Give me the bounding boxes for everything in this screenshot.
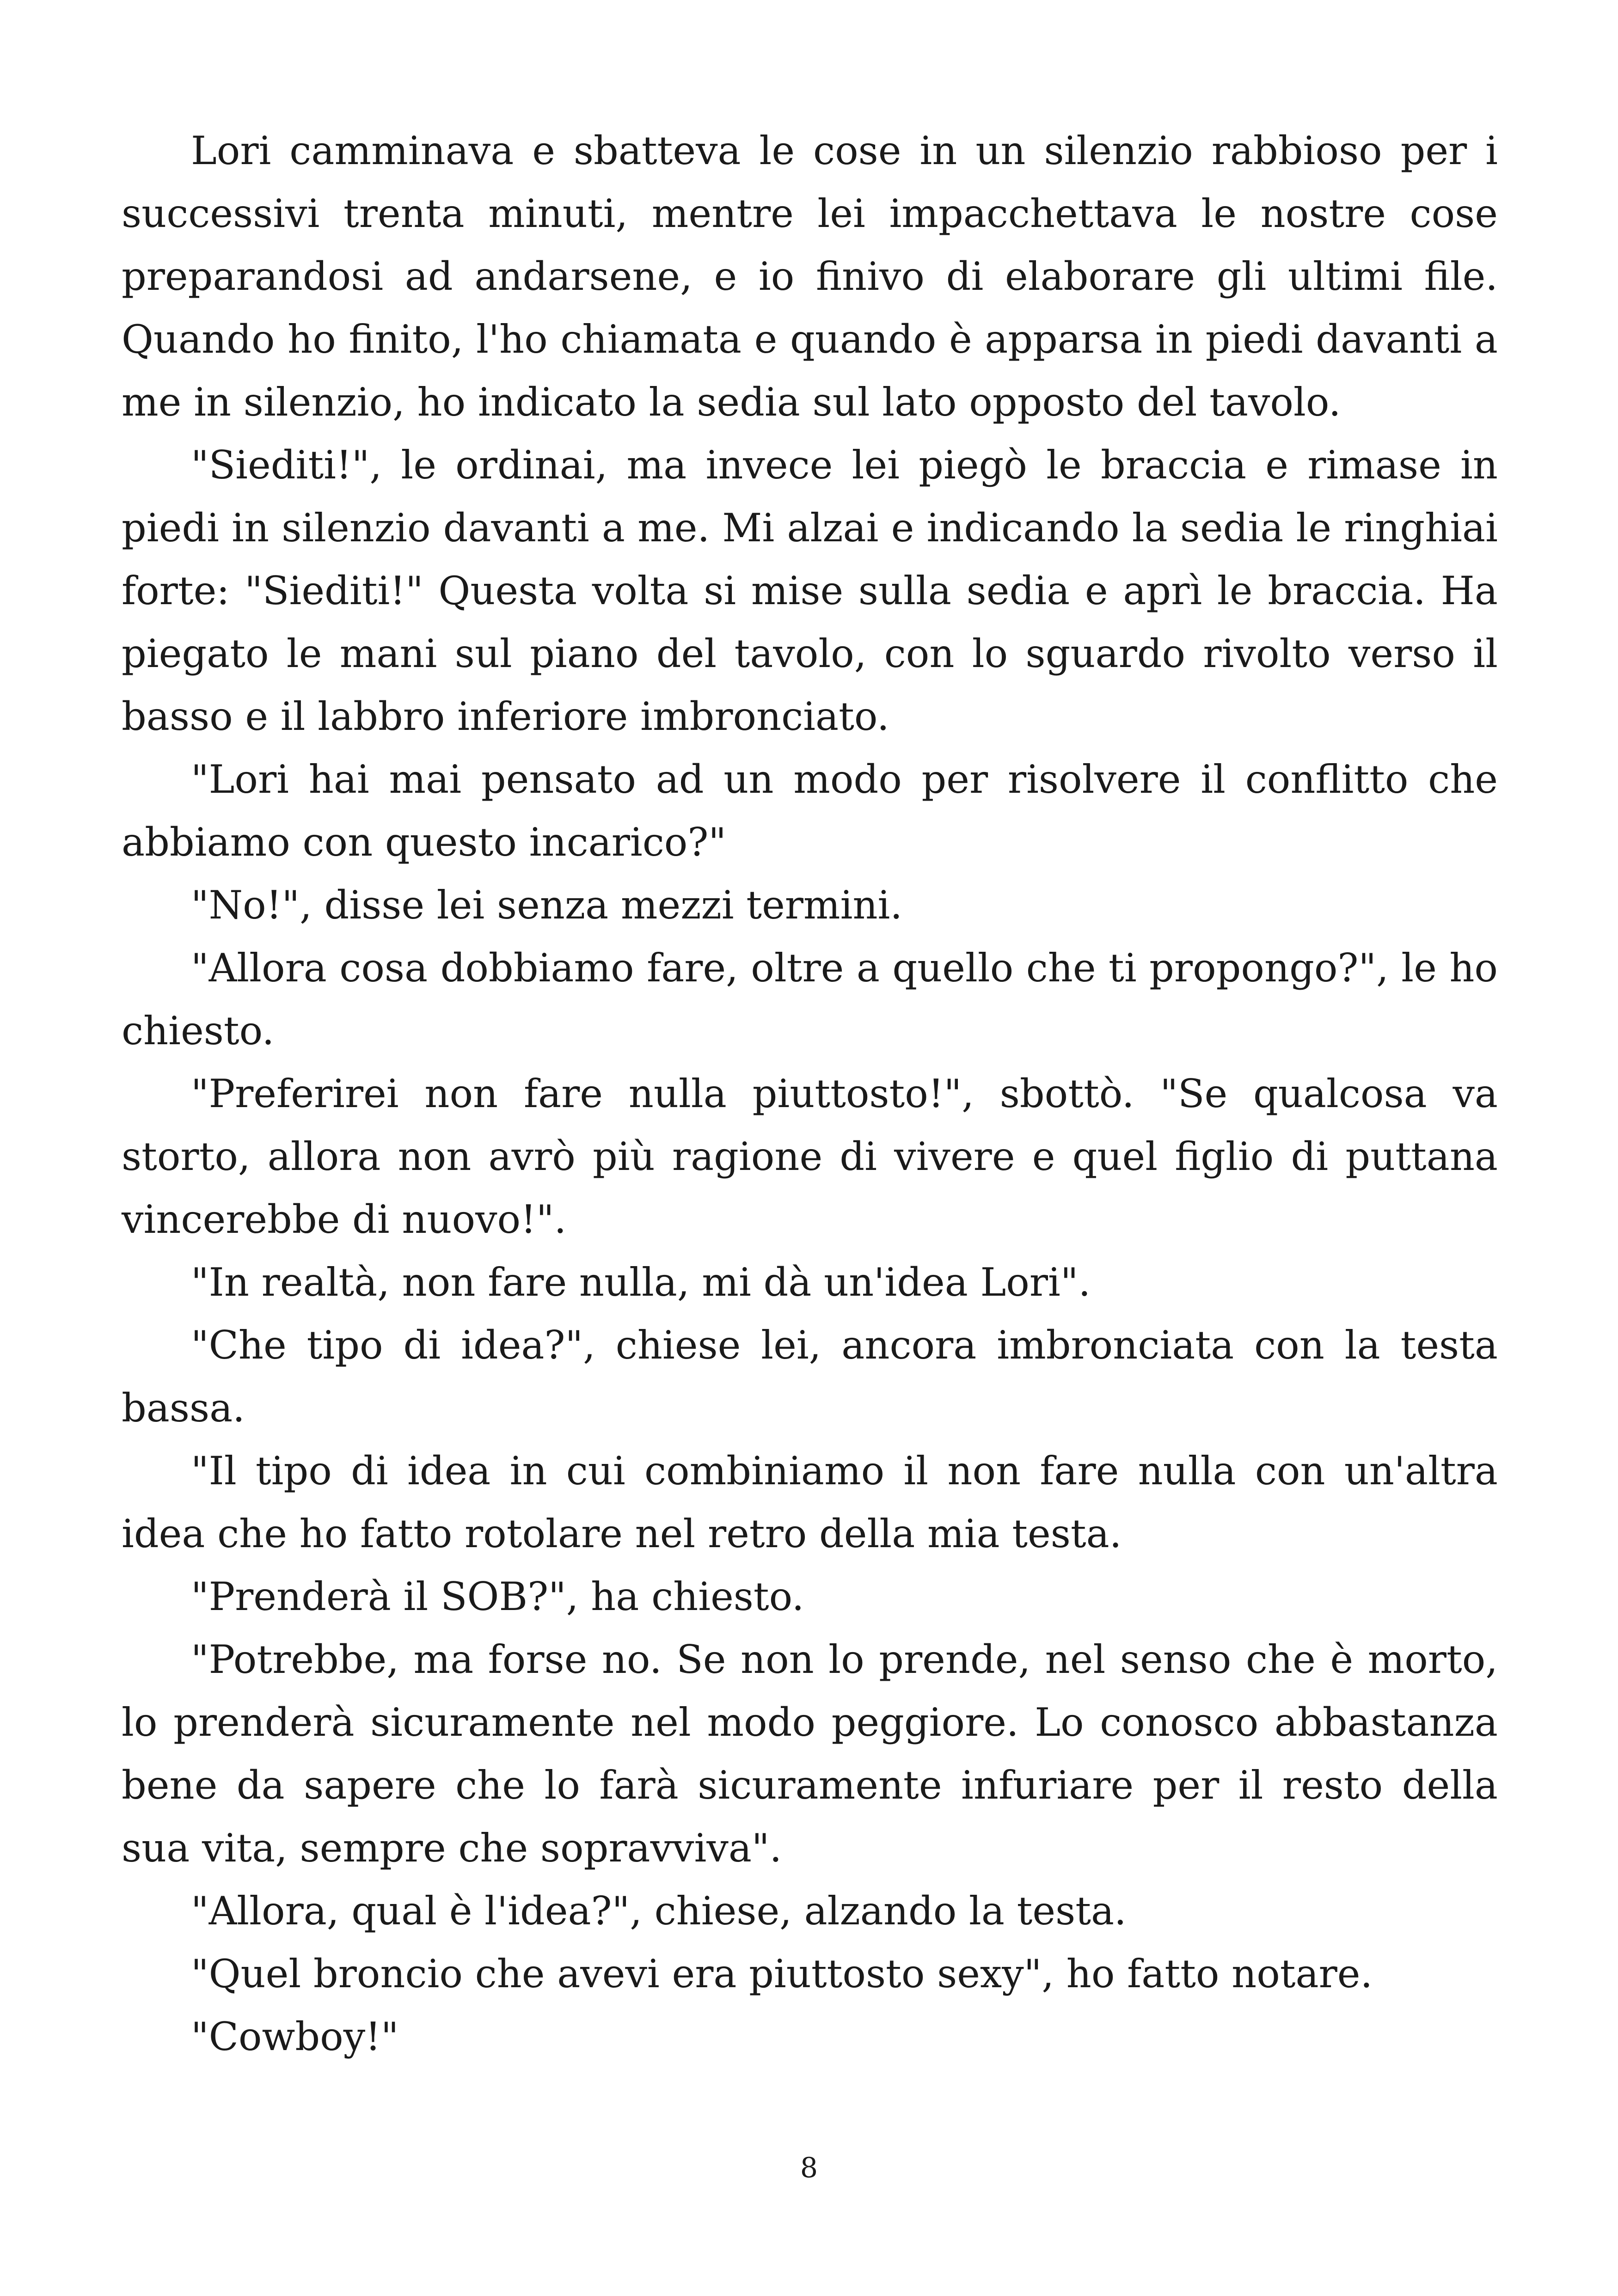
- page-number: 8: [800, 2152, 818, 2184]
- paragraph: "Il tipo di idea in cui combiniamo il non fare nulla con un'altra idea che ho fatto rotolare nel retro della mia testa.: [122, 1448, 1498, 1556]
- paragraph: "Lori hai mai pensato ad un modo per risolvere il conflitto che abbiamo con questo incarico?": [122, 757, 1498, 865]
- paragraph: "Siediti!", le ordinai, ma invece lei piegò le braccia e rimase in piedi in silenzio davanti a me. Mi alzai e indicando la sedia le ringhiai forte: "Siediti!" Questa volta si mise sulla sedia e aprì le braccia. Ha piegato le mani sul piano del tavolo, con lo sguardo rivolto verso il basso e il labbro inferiore imbronciato.: [122, 442, 1498, 739]
- paragraph: "Cowboy!": [191, 2014, 399, 2059]
- body-text: [122, 119, 1498, 2068]
- paragraph: "In realtà, non fare nulla, mi dà un'idea Lori".: [191, 1260, 1091, 1305]
- paragraph: "Preferirei non fare nulla piuttosto!", sbottò. "Se qualcosa va storto, allora non avrò più ragione di vivere e quel figlio di puttana vincerebbe di nuovo!".: [122, 1071, 1498, 1242]
- paragraph: "No!", disse lei senza mezzi termini.: [191, 882, 903, 928]
- paragraph: "Quel broncio che avevi era piuttosto sexy", ho fatto notare.: [191, 1951, 1373, 1996]
- paragraph: "Allora cosa dobbiamo fare, oltre a quello che ti propongo?", le ho chiesto.: [122, 945, 1498, 1053]
- paragraph: Lori camminava e sbatteva le cose in un silenzio rabbioso per i successivi trenta minuti, mentre lei impacchettava le nostre cose preparandosi ad andarsene, e io finivo di elaborare gli ultimi file. Quando ho finito, l'ho chiamata e quando è apparsa in piedi davanti a me in silenzio, ho indicato la sedia sul lato opposto del tavolo.: [122, 128, 1498, 425]
- paragraph: "Prenderà il SOB?", ha chiesto.: [191, 1574, 804, 1619]
- paragraph: "Potrebbe, ma forse no. Se non lo prende, nel senso che è morto, lo prenderà sicuramente nel modo peggiore. Lo conosco abbastanza bene da sapere che lo farà sicuramente infuriare per il resto della sua vita, sempre che sopravviva".: [122, 1637, 1498, 1871]
- paragraph: "Che tipo di idea?", chiese lei, ancora imbronciata con la testa bassa.: [122, 1322, 1498, 1431]
- paragraph: "Allora, qual è l'idea?", chiese, alzando la testa.: [191, 1888, 1127, 1934]
